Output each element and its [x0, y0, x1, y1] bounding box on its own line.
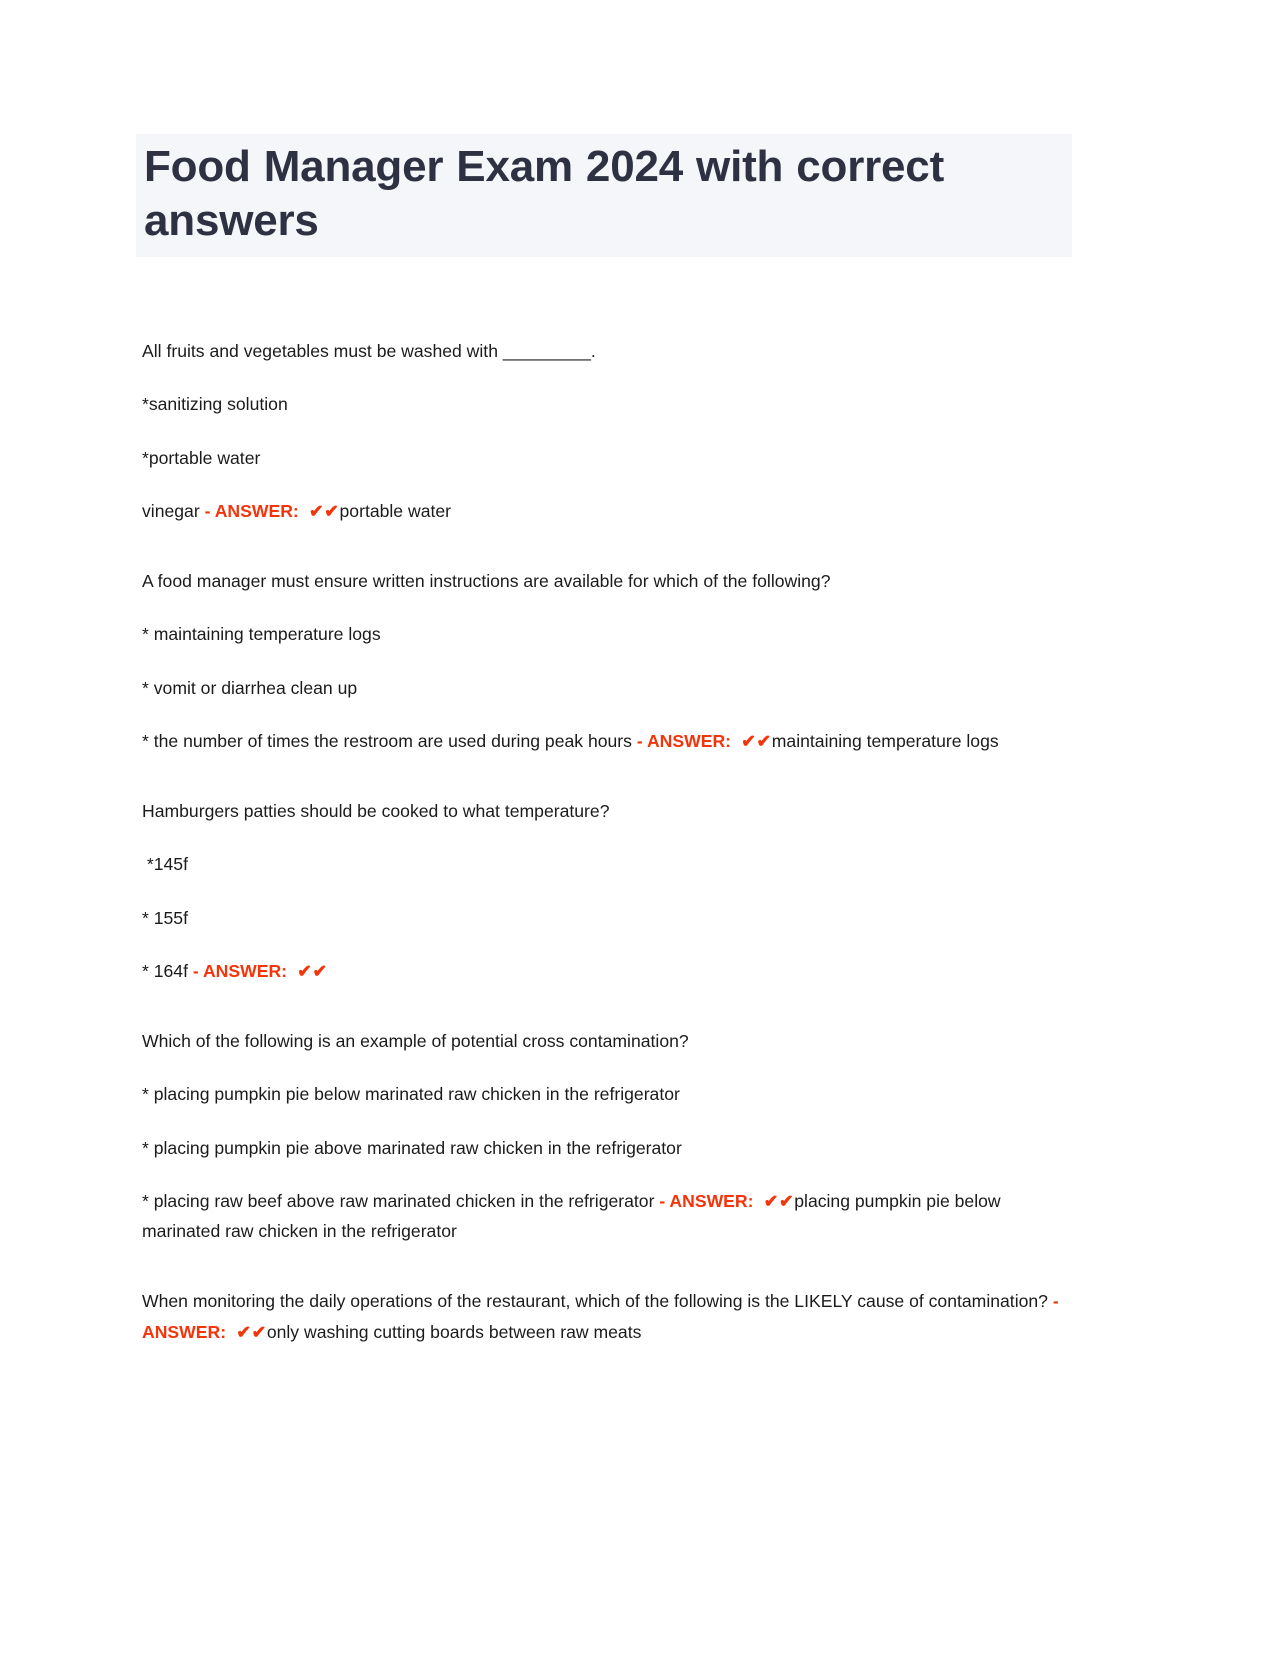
double-check-icon: ✔✔ — [303, 500, 340, 521]
text-run: Which of the following is an example of potential cross contamination? — [142, 1031, 689, 1051]
text-run: A food manager must ensure written instructions are available for which of the following? — [142, 571, 831, 591]
text-run: *sanitizing solution — [142, 394, 288, 415]
option-text — [142, 619, 1070, 649]
double-check-icon: ✔✔ — [758, 1190, 795, 1211]
text-run: * placing raw beef above raw marinated chicken in the refrigerator — [142, 1190, 655, 1211]
question-text — [142, 336, 1070, 366]
block-separator — [142, 986, 1070, 1026]
block-separator — [142, 1246, 1070, 1286]
question-text — [142, 1026, 1070, 1056]
text-run: * placing pumpkin pie below marinated raw chicken in the refrigerator — [142, 1084, 680, 1105]
question-block-written-instructions — [142, 566, 1070, 756]
answer-line — [142, 1286, 1070, 1347]
option-text — [142, 849, 1070, 879]
text-run: placing pumpkin pie below marinated raw chicken in the refrigerator — [142, 1190, 1006, 1241]
answer-label: - ANSWER: — [187, 960, 292, 981]
double-check-icon: ✔✔ — [230, 1321, 267, 1342]
answer-label: - ANSWER: — [631, 730, 736, 751]
text-run: When monitoring the daily operations of the restaurant, which of the following is the LIKELY cause of contamination? — [142, 1291, 1048, 1312]
question-block-cross-contamination — [142, 1026, 1070, 1246]
option-text — [142, 1079, 1070, 1109]
text-run: * placing pumpkin pie above marinated raw chicken in the refrigerator — [142, 1137, 682, 1158]
question-block-wash-produce — [142, 336, 1070, 526]
text-run: maintaining temperature logs — [771, 730, 999, 751]
double-check-icon: ✔✔ — [735, 730, 772, 751]
text-run: *portable water — [142, 447, 261, 468]
question-text — [142, 566, 1070, 596]
document-body — [142, 336, 1070, 1347]
text-run: only washing cutting boards between raw meats — [266, 1321, 642, 1342]
option-text — [142, 443, 1070, 473]
option-text — [142, 1133, 1070, 1163]
text-run: portable water — [339, 500, 452, 521]
answer-line — [142, 726, 1070, 756]
block-separator — [142, 526, 1070, 566]
text-run: All fruits and vegetables must be washed with _________. — [142, 341, 596, 361]
text-run: vinegar — [142, 500, 200, 521]
answer-line — [142, 956, 1070, 986]
document-title-banner — [136, 134, 1072, 257]
option-text — [142, 389, 1070, 419]
text-run: Hamburgers patties should be cooked to what temperature? — [142, 801, 610, 821]
text-run: * maintaining temperature logs — [142, 624, 381, 645]
question-block-hamburger-temperature — [142, 796, 1070, 986]
text-run: * vomit or diarrhea clean up — [142, 677, 358, 698]
text-run: *145f — [142, 854, 188, 875]
block-separator — [142, 756, 1070, 796]
option-text — [142, 673, 1070, 703]
question-text — [142, 796, 1070, 826]
answer-line — [142, 1186, 1070, 1247]
double-check-icon: ✔✔ — [291, 960, 328, 981]
text-run: * 155f — [142, 907, 188, 928]
question-block-daily-operations — [142, 1286, 1070, 1347]
option-text — [142, 903, 1070, 933]
answer-label: - ANSWER: — [142, 1291, 1063, 1342]
answer-label: - ANSWER: — [654, 1190, 759, 1211]
answer-line — [142, 496, 1070, 526]
page-title: Food Manager Exam 2024 with correct answers — [144, 142, 945, 245]
text-run: * 164f — [142, 960, 188, 981]
answer-label: - ANSWER: — [199, 500, 304, 521]
text-run: * the number of times the restroom are used during peak hours — [142, 730, 632, 751]
